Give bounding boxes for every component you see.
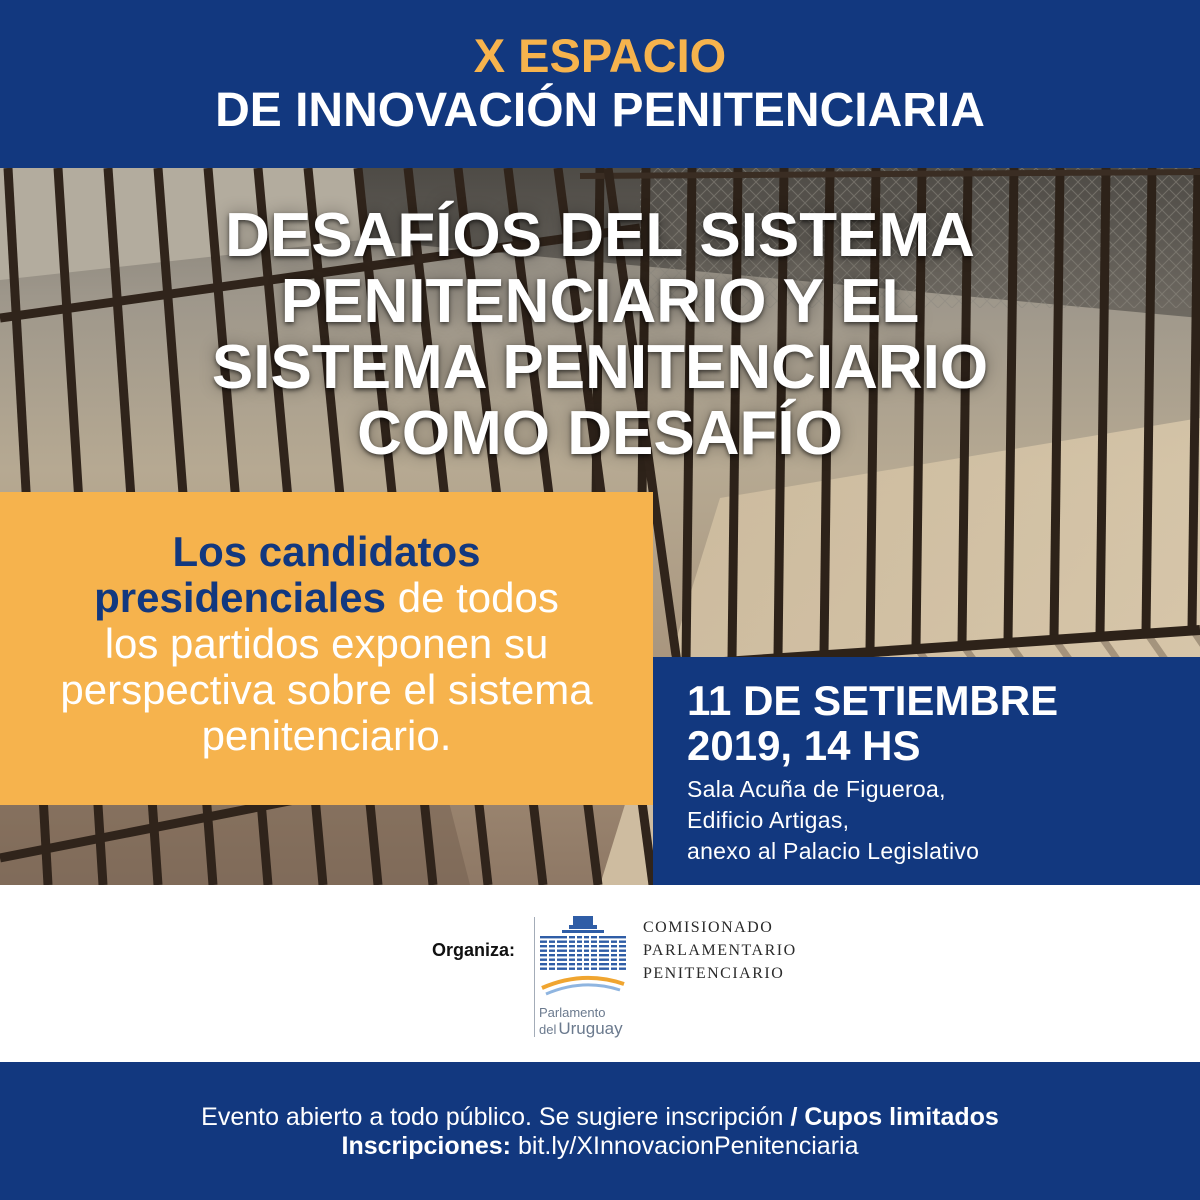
commissioner-name-line: PENITENCIARIO	[643, 965, 785, 982]
logo-text-uruguay	[539, 1019, 623, 1040]
attendance-note: Evento abierto a todo público. Se sugiere inscripción	[201, 1103, 784, 1131]
commissioner-name-line: PARLAMENTARIO	[643, 942, 797, 959]
venue-line: Edificio Artigas,	[687, 807, 850, 833]
description-line	[0, 575, 653, 621]
organizer-label: Organiza:	[432, 940, 516, 960]
logo-text-country: Uruguay	[558, 1019, 623, 1038]
event-date	[687, 678, 1058, 768]
event-title-line: COMO DESAFÍO	[357, 399, 843, 468]
fence-rail	[580, 172, 1200, 176]
description-line	[0, 529, 653, 575]
description-line: los partidos exponen su	[104, 620, 549, 667]
event-date-line: 11 DE SETIEMBRE	[687, 677, 1059, 724]
footer-line	[0, 1132, 1200, 1161]
venue-line: Sala Acuña de Figueroa,	[687, 776, 946, 802]
event-venue	[687, 774, 979, 867]
event-series-subtitle: DE INNOVACIÓN PENITENCIARIA	[215, 84, 985, 137]
registration-link: bit.ly/XInnovacionPenitenciaria	[518, 1132, 859, 1160]
event-series-label: X ESPACIO	[473, 29, 727, 82]
description-text	[0, 529, 653, 759]
event-title-line: SISTEMA PENITENCIARIO	[211, 333, 989, 402]
logo-divider	[534, 917, 535, 1037]
registration-label: Inscripciones:	[341, 1132, 511, 1160]
logo-text-del: del	[539, 1022, 557, 1037]
event-date-line: 2019, 14 HS	[687, 722, 921, 769]
footer-info	[0, 1103, 1200, 1161]
parliament-building-icon	[538, 914, 628, 1002]
description-highlight: Los candidatos	[172, 528, 481, 575]
limited-seats-note: / Cupos limitados	[790, 1103, 999, 1131]
description-line: perspectiva sobre el sistema	[60, 666, 593, 713]
description-line: penitenciario.	[201, 712, 452, 759]
description-text-fragment: de todos	[397, 574, 559, 621]
venue-line: anexo al Palacio Legislativo	[687, 838, 980, 864]
logo-text-parlamento: Parlamento	[539, 1005, 606, 1020]
event-title-line: PENITENCIARIO Y EL	[280, 267, 920, 336]
commissioner-name-line: COMISIONADO	[643, 919, 774, 936]
event-title-line: DESAFÍOS DEL SISTEMA	[225, 201, 975, 270]
event-title	[0, 203, 1200, 467]
footer-line	[0, 1103, 1200, 1132]
description-highlight: presidenciales	[94, 574, 386, 621]
commissioner-name	[643, 916, 797, 985]
